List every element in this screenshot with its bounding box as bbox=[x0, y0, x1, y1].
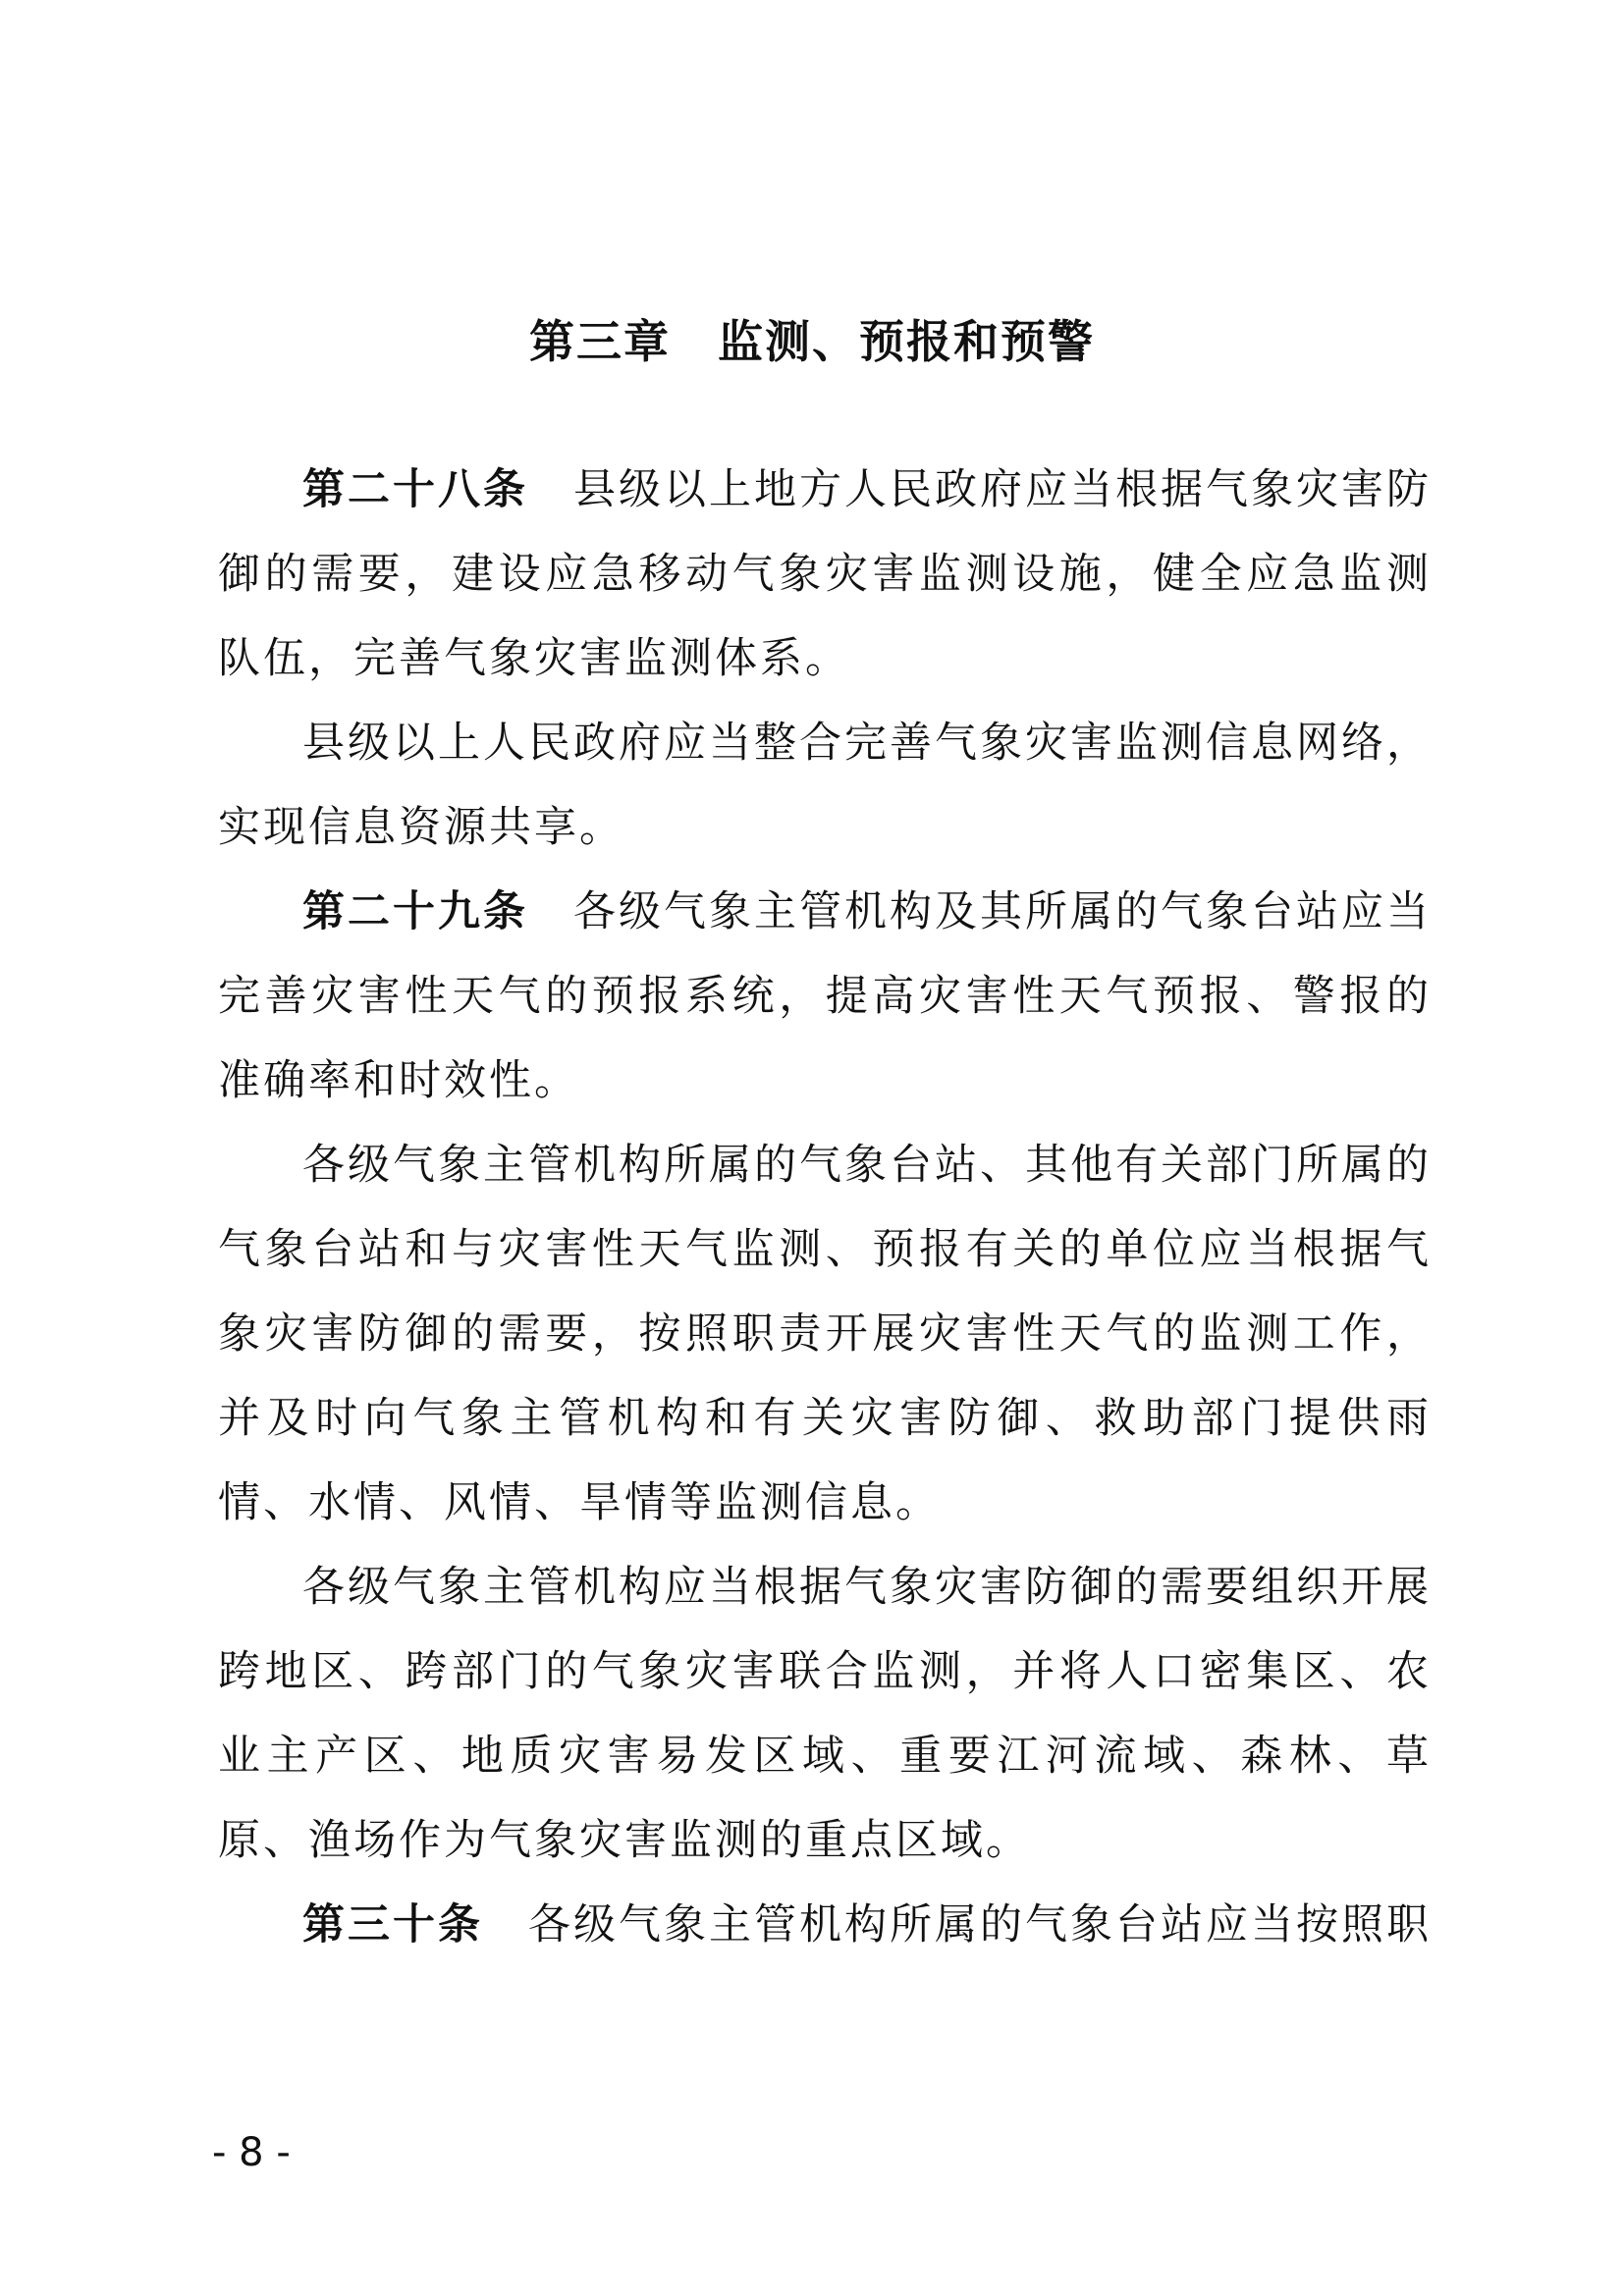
paragraph-art30 bbox=[218, 1883, 1432, 1967]
chapter-number: 第三章 bbox=[529, 315, 671, 368]
paragraph bbox=[218, 701, 1432, 870]
article-number: 第三十条 bbox=[302, 1900, 483, 1949]
article-number: 第二十九条 bbox=[302, 887, 528, 936]
chapter-title bbox=[0, 306, 1624, 371]
paragraph-text: 各级气象主管机构应当根据气象灾害防御的需要组织开展跨地区、跨部门的气象灾害联合监测，并将人口密集区、农业主产区、地质灾害易发区域、重要江河流域、森林、草原、渔场作为气象灾害监测的重点区域。 bbox=[218, 1563, 1432, 1865]
page-number: - 8 - bbox=[212, 2130, 291, 2175]
paragraph-text: 县级以上人民政府应当整合完善气象灾害监测信息网络，实现信息资源共享。 bbox=[218, 719, 1432, 852]
paragraph-text: 各级气象主管机构及其所属的气象台站应当完善灾害性天气的预报系统，提高灾害性天气预报、警报的准确率和时效性。 bbox=[218, 887, 1432, 1105]
paragraph-art28 bbox=[218, 448, 1432, 701]
chapter-heading: 监测、预报和预警 bbox=[718, 315, 1095, 368]
paragraph-text: 各级气象主管机构所属的气象台站、其他有关部门所属的气象台站和与灾害性天气监测、预报有关的单位应当根据气象灾害防御的需要，按照职责开展灾害性天气的监测工作，并及时向气象主管机构和有关灾害防御、救助部门提供雨情、水情、风情、旱情等监测信息。 bbox=[218, 1141, 1432, 1527]
paragraph-text: 各级气象主管机构所属的气象台站应当按照职 bbox=[528, 1900, 1432, 1949]
paragraph-art29 bbox=[218, 870, 1432, 1123]
body-text bbox=[218, 448, 1432, 1967]
paragraph bbox=[218, 1123, 1432, 1545]
paragraph bbox=[218, 1545, 1432, 1883]
article-number: 第二十八条 bbox=[302, 465, 528, 514]
paragraph-text: 县级以上地方人民政府应当根据气象灾害防御的需要，建设应急移动气象灾害监测设施，健全应急监测队伍，完善气象灾害监测体系。 bbox=[218, 465, 1432, 683]
